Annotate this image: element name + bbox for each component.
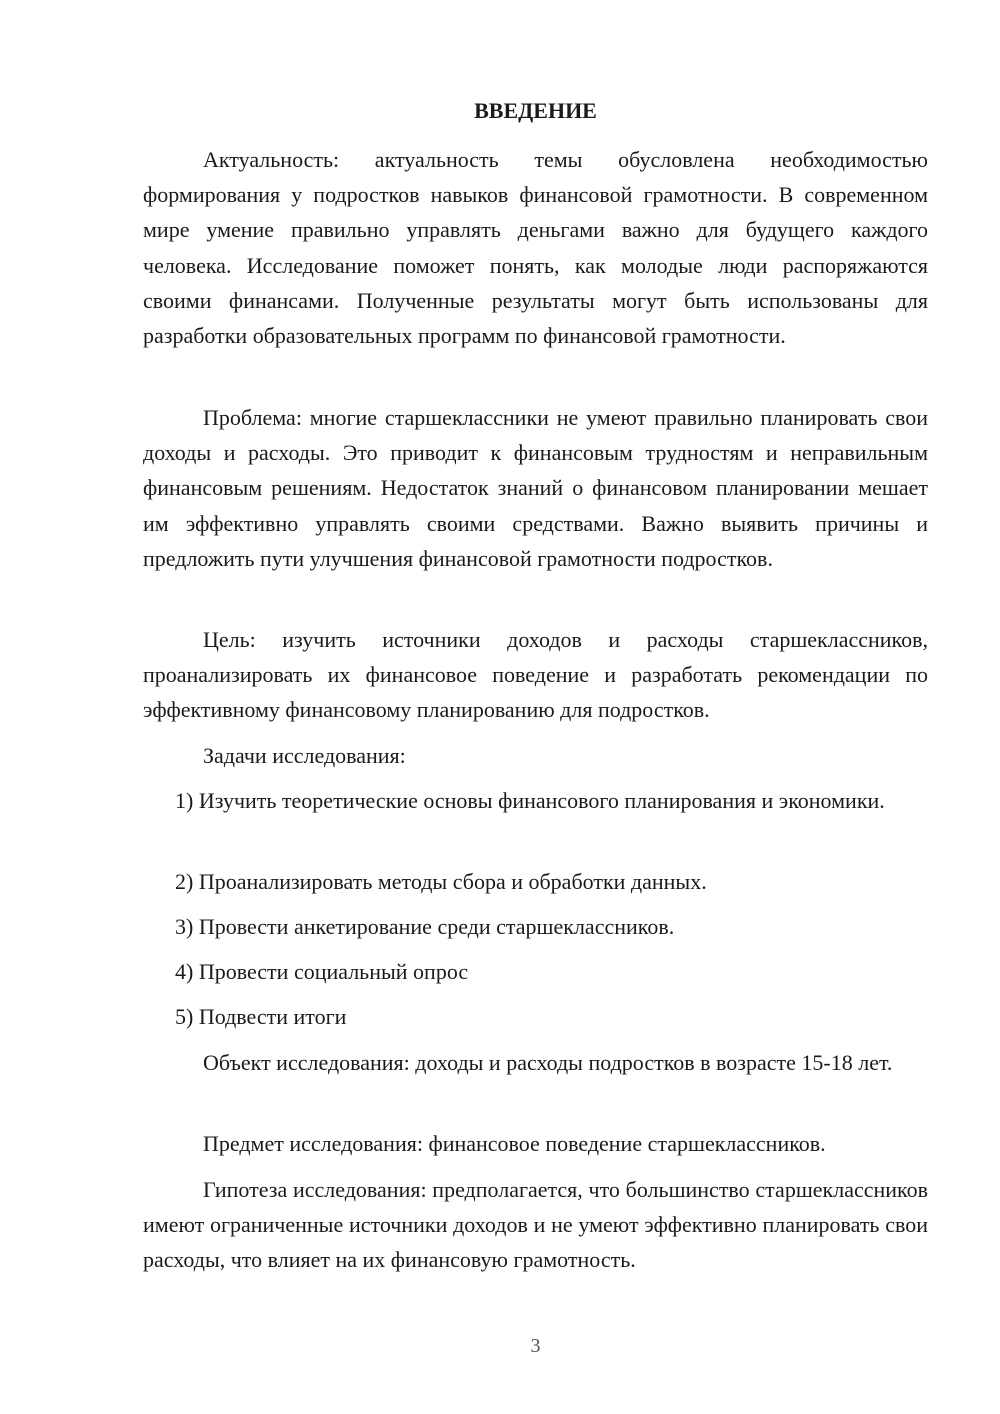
paragraph-subject: Предмет исследования: финансовое поведение старшеклассников. <box>203 1131 826 1156</box>
tasks-heading: Задачи исследования: <box>203 743 406 768</box>
task-item-4: 4) Провести социальный опрос <box>175 959 469 984</box>
task-item-5: 5) Подвести итоги <box>175 1004 347 1029</box>
paragraph-problem: Проблема: многие старшеклассники не умеют правильно планировать свои доходы и расходы. Это приводит к финансовым трудностям и неправильным финансовым решениям. Недостаток знаний о финансовом планировании мешает им эффективно управлять своими средствами. Важно выявить причины и предложить пути улучшения финансовой грамотности подростков. <box>143 405 928 571</box>
page-number: 3 <box>530 1335 541 1357</box>
document-page <box>143 0 928 1414</box>
paragraph-goal: Цель: изучить источники доходов и расходы старшеклассников, проанализировать их финансовое поведение и разработать рекомендации по эффективному финансовому планированию для подростков. <box>143 627 928 723</box>
task-item-2: 2) Проанализировать методы сбора и обработки данных. <box>175 869 707 894</box>
task-item-3: 3) Провести анкетирование среди старшеклассников. <box>175 914 675 939</box>
paragraph-relevance: Актуальность: актуальность темы обусловлена необходимостью формирования у подростков навыков финансовой грамотности. В современном мире умение правильно управлять деньгами важно для будущего каждого человека. Исследование поможет понять, как молодые люди распоряжаются своими финансами. Полученные результаты могут быть использованы для разработки образовательных программ по финансовой грамотности. <box>143 147 928 349</box>
paragraph-hypothesis: Гипотеза исследования: предполагается, что большинство старшеклассников имеют ограниченные источники доходов и не умеют эффективно планировать свои расходы, что влияет на их финансовую грамотность. <box>143 1177 928 1273</box>
task-item-1: 1) Изучить теоретические основы финансового планирования и экономики. <box>175 788 885 813</box>
paragraph-object: Объект исследования: доходы и расходы подростков в возрасте 15-18 лет. <box>203 1050 893 1075</box>
page-title: ВВЕДЕНИЕ <box>474 98 597 123</box>
